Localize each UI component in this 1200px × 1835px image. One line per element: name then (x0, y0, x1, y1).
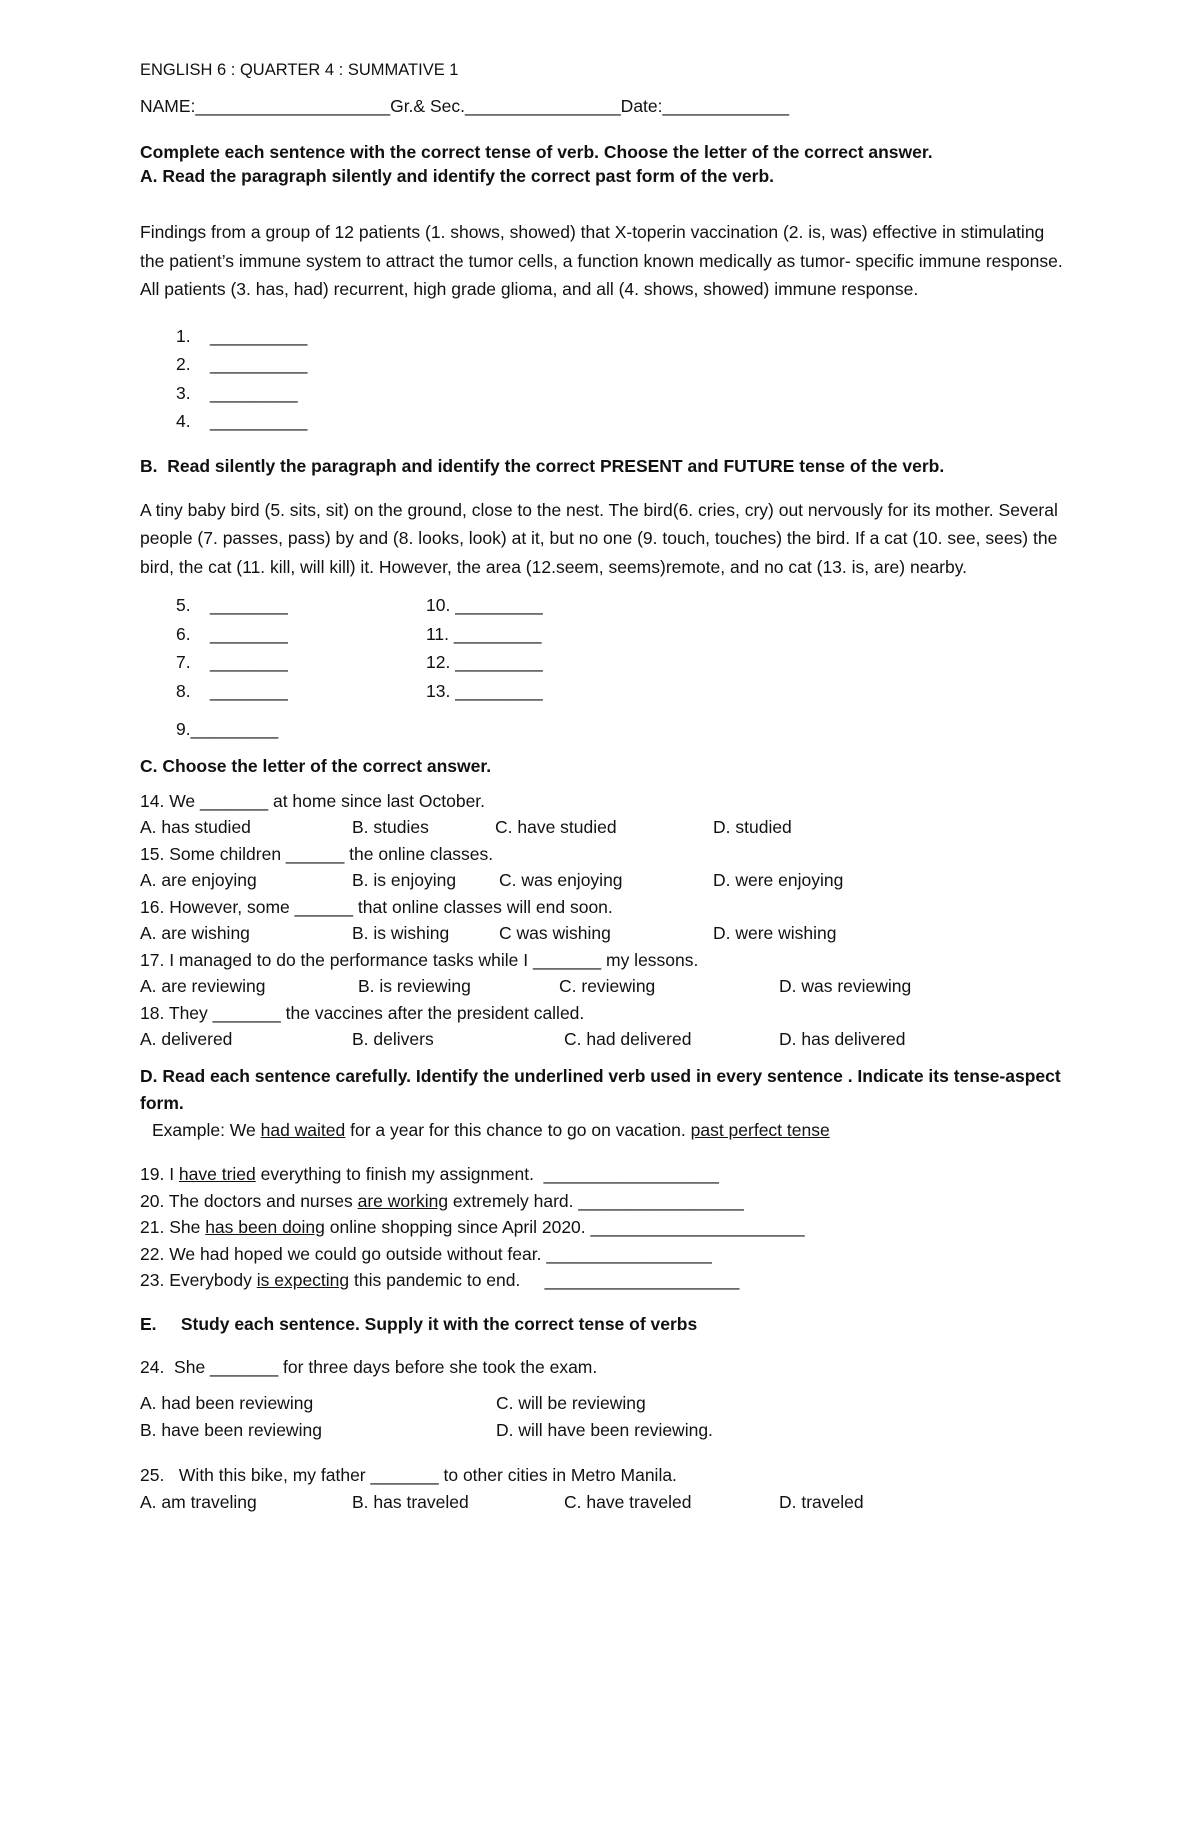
question-24-options-row-1: A. had been reviewing C. will be reviewing (140, 1393, 646, 1413)
item-22: 22. We had hoped we could go outside without fear. _________________ (140, 1243, 712, 1264)
section-b-heading: B. Read silently the paragraph and identify the correct PRESENT and FUTURE tense of the verb. (140, 455, 945, 476)
section-a-answer-list (176, 322, 1070, 436)
list-item: 9._________ (176, 719, 279, 739)
question-15-options: A. are enjoying B. is enjoying C. was enjoying D. were enjoying (140, 870, 844, 890)
item-20: 20. The doctors and nurses are working extremely hard. _________________ (140, 1190, 744, 1211)
section-a-heading: A. Read the paragraph silently and identify the correct past form of the verb. (140, 166, 775, 186)
section-e-heading: E. Study each sentence. Supply it with the correct tense of verbs (140, 1313, 698, 1334)
section-d-heading: D. Read each sentence carefully. Identify the underlined verb used in every sentence . Indicate its tense-aspect form. (140, 1065, 1061, 1113)
question-24: 24. She _______ for three days before she took the exam. (140, 1356, 598, 1377)
page-title: ENGLISH 6 : QUARTER 4 : SUMMATIVE 1 (140, 61, 459, 79)
question-25: 25. With this bike, my father _______ to other cities in Metro Manila. (140, 1465, 677, 1485)
worksheet (140, 58, 1070, 1515)
section-b-paragraph: A tiny baby bird (5. sits, sit) on the ground, close to the nest. The bird(6. cries, cry) out nervously for its mother. Several people (7. passes, pass) by and (8. looks, look) at it, but no one (9. touch, touches) the bird. If a cat (10. see, sees) the bird, the cat (11. kill, will kill) it. However, the area (12.seem, seems)remote, and no cat (13. is, are) nearby. (140, 499, 1058, 577)
question-17-options: A. are reviewing B. is reviewing C. reviewing D. was reviewing (140, 976, 912, 996)
list-item: 11. _________ (426, 623, 542, 644)
question-14: 14. We _______ at home since last October. (140, 790, 486, 811)
section-c-heading: C. Choose the letter of the correct answer. (140, 755, 492, 776)
question-18: 18. They _______ the vaccines after the president called. (140, 1002, 585, 1023)
question-14-options: A. has studied B. studies C. have studied D. studied (140, 817, 792, 837)
main-instruction: Complete each sentence with the correct tense of verb. Choose the letter of the correct answer. (140, 142, 933, 162)
item-21: 21. She has been doing online shopping since April 2020. ______________________ (140, 1217, 805, 1237)
item-23: 23. Everybody is expecting this pandemic to end. ____________________ (140, 1270, 740, 1290)
list-item: 10. _________ (426, 595, 543, 615)
question-15: 15. Some children ______ the online classes. (140, 843, 494, 864)
list-item: 1. __________ (176, 325, 308, 346)
question-16: 16. However, some ______ that online classes will end soon. (140, 896, 613, 917)
question-18-options: A. delivered B. delivers C. had delivered D. has delivered (140, 1029, 906, 1049)
question-16-options: A. are wishing B. is wishing C was wishing D. were wishing (140, 923, 837, 943)
list-item: 3. _________ (176, 382, 298, 403)
list-item: 12. _________ (426, 652, 543, 672)
question-17: 17. I managed to do the performance tasks while I _______ my lessons. (140, 949, 699, 970)
list-item: 8. ________ (176, 680, 288, 701)
section-a-paragraph: Findings from a group of 12 patients (1. shows, showed) that X-toperin vaccination (2. is, was) effective in stimulating the patient’s immune system to attract the tumor cells, a function known medically as tumor- specific immune response. All patients (3. has, had) recurrent, high grade glioma, and all (4. shows, showed) immune response. (140, 222, 1063, 299)
section-d-example: Example: We had waited for a year for this chance to go on vacation. past perfect tense (152, 1119, 830, 1140)
list-item: 13. _________ (426, 680, 543, 701)
list-item: 7. ________ (176, 652, 288, 672)
list-item: 6. ________ (176, 623, 288, 644)
item-19: 19. I have tried everything to finish my assignment. __________________ (140, 1164, 719, 1184)
section-c-questions (140, 788, 1070, 1053)
section-d-items (140, 1161, 1070, 1294)
name-section-date-line: NAME:____________________Gr.& Sec.________________Date:_____________ (140, 96, 790, 116)
section-b-answer-grid (140, 591, 1070, 705)
question-24-options-row-2: B. have been reviewing D. will have been reviewing. (140, 1420, 713, 1440)
list-item: 2. __________ (176, 354, 308, 374)
list-item: 4. __________ (176, 411, 308, 431)
list-item: 5. ________ (176, 595, 288, 615)
question-25-options: A. am traveling B. has traveled C. have traveled D. traveled (140, 1491, 864, 1512)
